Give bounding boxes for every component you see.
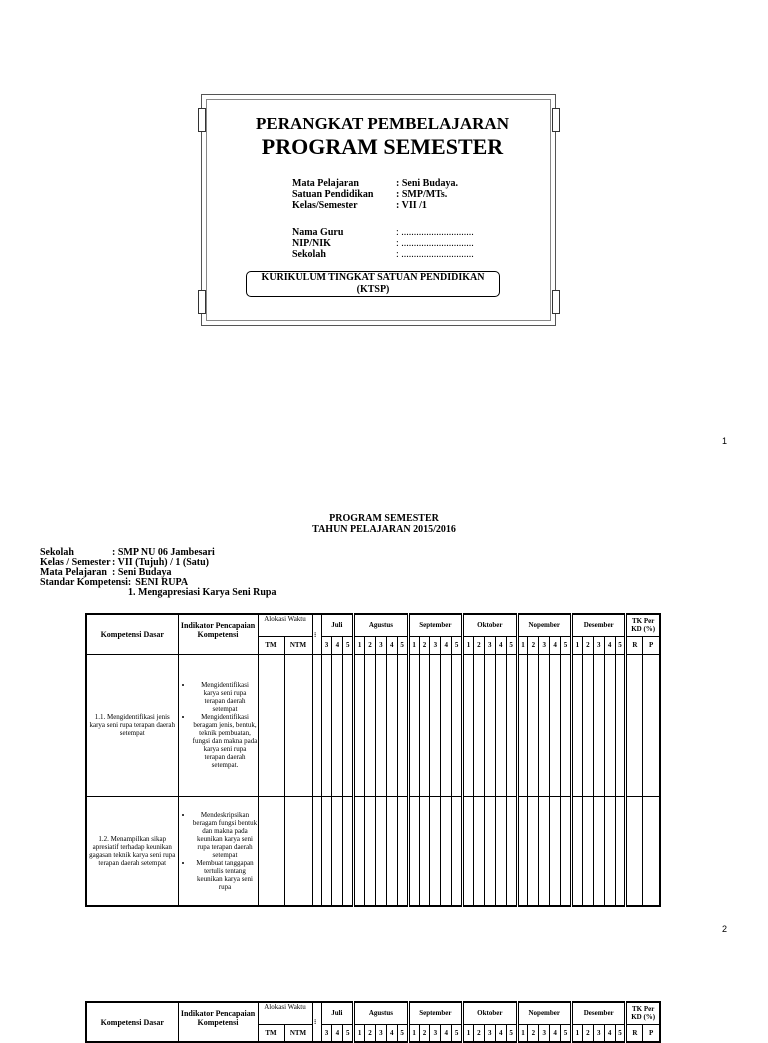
week-cell	[354, 654, 365, 796]
tk-p-cell	[643, 796, 660, 906]
week-header: 4	[332, 636, 343, 654]
header-tk: TK Per KD (%)	[626, 1002, 660, 1024]
frame-ornament	[198, 290, 206, 314]
page-number: 1	[722, 436, 728, 446]
week-header: 3	[539, 1024, 550, 1042]
tm-cell	[258, 796, 284, 906]
week-cell	[397, 654, 408, 796]
frame-ornament	[552, 290, 560, 314]
tk-p-cell	[643, 654, 660, 796]
week-cell	[397, 796, 408, 906]
tk-r-cell	[626, 796, 643, 906]
month-header: Desember	[571, 614, 625, 636]
week-cell	[528, 796, 539, 906]
header-tm: TM	[258, 636, 284, 654]
week-header: 4	[386, 1024, 397, 1042]
week-header: 3	[593, 636, 604, 654]
semester-table-2	[85, 1001, 661, 1043]
sk-item: 1. Mengapresiasi Karya Seni Rupa	[128, 587, 277, 598]
indikator-item: • Mendeskripsikan beragam fungsi bentuk dan makna pada keunikan karya seni rupa terapan daerah setempat	[193, 811, 258, 859]
week-header: 2	[365, 636, 376, 654]
week-cell	[386, 796, 397, 906]
week-header: 2	[528, 1024, 539, 1042]
ntm-cell	[284, 796, 312, 906]
field-value: : VII /1	[396, 200, 427, 211]
header-ntm: NTM	[284, 1024, 312, 1042]
doc-meta	[40, 548, 276, 598]
week-header: 4	[441, 636, 452, 654]
week-header: 3	[430, 1024, 441, 1042]
week-header: 1	[571, 1024, 582, 1042]
header-p: P	[643, 636, 660, 654]
week-cell	[517, 796, 528, 906]
week-header: 5	[615, 1024, 626, 1042]
month-header: Oktober	[463, 614, 517, 636]
week-cell	[473, 796, 484, 906]
week-cell	[517, 654, 528, 796]
curriculum-abbr: (KTSP)	[356, 284, 390, 295]
table-row	[86, 796, 660, 906]
week-cell	[571, 796, 582, 906]
week-cell	[561, 796, 572, 906]
week-cell	[593, 654, 604, 796]
week-header: 5	[452, 1024, 463, 1042]
week-header: 1	[517, 1024, 528, 1042]
week-header: 1	[408, 1024, 419, 1042]
week-cell	[506, 654, 517, 796]
header-indikator: Indikator Pencapaian Kompetensi	[178, 1002, 258, 1042]
week-cell	[365, 654, 376, 796]
week-cell	[386, 654, 397, 796]
semester-table	[85, 613, 661, 907]
week-cell	[473, 654, 484, 796]
week-header: 3	[484, 636, 495, 654]
week-header: 4	[495, 636, 506, 654]
week-cell	[571, 654, 582, 796]
month-header: Juli	[321, 614, 354, 636]
header-r: R	[626, 636, 643, 654]
meta-value: SENI RUPA	[135, 577, 189, 588]
month-header: Agustus	[354, 1002, 408, 1024]
week-cell	[343, 654, 354, 796]
header-kd: Kompetensi Dasar	[86, 1002, 178, 1042]
field-label: Nama Guru	[292, 227, 344, 238]
indikator-item: • Membuat tanggapan tertulis tentang keunikan karya seni rupa	[193, 859, 258, 891]
header-indikator: Indikator Pencapaian Kompetensi	[178, 614, 258, 654]
week-header: 4	[550, 1024, 561, 1042]
week-header: 3	[593, 1024, 604, 1042]
week-header: 5	[506, 1024, 517, 1042]
week-cell	[463, 654, 474, 796]
week-header: 2	[365, 1024, 376, 1042]
header-alokasi: Alokasi Waktu	[258, 614, 312, 636]
week-header: 5	[343, 1024, 354, 1042]
week-cell	[463, 796, 474, 906]
week-header: 1	[463, 1024, 474, 1042]
week-header: 4	[604, 636, 615, 654]
doc-title: PROGRAM SEMESTER	[329, 513, 439, 524]
sep-cell	[312, 796, 321, 906]
month-header: Desember	[571, 1002, 625, 1024]
week-cell	[441, 796, 452, 906]
week-cell	[321, 796, 332, 906]
week-header: 4	[441, 1024, 452, 1042]
week-cell	[408, 796, 419, 906]
header-tk: TK Per KD (%)	[626, 614, 660, 636]
meta-value: : Seni Budaya	[112, 567, 172, 578]
curriculum-box	[246, 271, 500, 297]
week-header: 5	[452, 636, 463, 654]
week-header: 3	[321, 636, 332, 654]
week-header: 3	[430, 636, 441, 654]
week-header: 2	[528, 636, 539, 654]
field-label: Mata Pelajaran	[292, 178, 359, 189]
field-label: Sekolah	[292, 249, 326, 260]
doc-year: TAHUN PELAJARAN 2015/2016	[312, 524, 456, 535]
week-cell	[332, 654, 343, 796]
week-cell	[430, 654, 441, 796]
week-header: 2	[473, 1024, 484, 1042]
month-header: September	[408, 614, 462, 636]
week-cell	[375, 654, 386, 796]
week-header: 1	[354, 636, 365, 654]
week-header: 4	[386, 636, 397, 654]
week-header: 1	[408, 636, 419, 654]
week-cell	[615, 654, 626, 796]
week-cell	[408, 654, 419, 796]
week-header: 2	[582, 1024, 593, 1042]
month-header: September	[408, 1002, 462, 1024]
field-value: : .............................	[396, 249, 474, 260]
kd-cell: 1.2. Menampilkan sikap apresiatif terhadap keunikan gagasan teknik karya seni rupa terapan daerah setempat	[86, 796, 178, 906]
meta-label: Kelas / Semester	[40, 557, 111, 568]
month-header: Nopember	[517, 614, 571, 636]
week-header: 4	[332, 1024, 343, 1042]
week-header: 5	[506, 636, 517, 654]
week-cell	[419, 654, 430, 796]
semester-table-1	[85, 613, 661, 907]
week-cell	[582, 796, 593, 906]
meta-label: Mata Pelajaran	[40, 567, 107, 578]
week-header: 1	[571, 636, 582, 654]
week-header: 3	[484, 1024, 495, 1042]
table-row	[86, 654, 660, 796]
week-cell	[615, 796, 626, 906]
header-p: P	[643, 1024, 660, 1042]
week-cell	[365, 796, 376, 906]
header-ntm: NTM	[284, 636, 312, 654]
week-cell	[604, 654, 615, 796]
week-header: 1	[517, 636, 528, 654]
cover-info	[292, 178, 474, 260]
week-cell	[582, 654, 593, 796]
week-cell	[506, 796, 517, 906]
week-cell	[354, 796, 365, 906]
week-header: 1	[354, 1024, 365, 1042]
field-value: : SMP/MTs.	[396, 189, 448, 200]
week-header: 5	[561, 1024, 572, 1042]
week-header: 3	[375, 1024, 386, 1042]
week-cell	[375, 796, 386, 906]
meta-label: Sekolah	[40, 547, 74, 558]
semester-table	[85, 1001, 661, 1043]
header-alokasi: Alokasi Waktu	[258, 1002, 312, 1024]
header-tm: TM	[258, 1024, 284, 1042]
meta-value: : VII (Tujuh) / 1 (Satu)	[112, 557, 209, 568]
week-header: 2	[473, 636, 484, 654]
week-cell	[452, 796, 463, 906]
meta-label: Standar Kompetensi:	[40, 577, 132, 588]
week-cell	[561, 654, 572, 796]
ntm-cell	[284, 654, 312, 796]
week-cell	[484, 796, 495, 906]
sep-cell	[312, 654, 321, 796]
week-header: 4	[604, 1024, 615, 1042]
header-separator: ...	[312, 614, 321, 654]
field-label: NIP/NIK	[292, 238, 331, 249]
week-cell	[430, 796, 441, 906]
week-header: 2	[419, 1024, 430, 1042]
field-label: Kelas/Semester	[292, 200, 358, 211]
week-header: 5	[343, 636, 354, 654]
week-cell	[419, 796, 430, 906]
week-cell	[604, 796, 615, 906]
week-header: 5	[397, 636, 408, 654]
tm-cell	[258, 654, 284, 796]
week-header: 5	[561, 636, 572, 654]
week-cell	[495, 654, 506, 796]
week-cell	[539, 654, 550, 796]
meta-value: : SMP NU 06 Jambesari	[112, 547, 215, 558]
indikator-cell	[178, 796, 258, 906]
week-cell	[332, 796, 343, 906]
week-header: 5	[615, 636, 626, 654]
week-header: 4	[550, 636, 561, 654]
month-header: Nopember	[517, 1002, 571, 1024]
week-cell	[452, 654, 463, 796]
page-number: 2	[722, 924, 728, 934]
week-cell	[321, 654, 332, 796]
header-r: R	[626, 1024, 643, 1042]
week-cell	[441, 654, 452, 796]
week-cell	[550, 654, 561, 796]
week-cell	[484, 654, 495, 796]
indikator-item: • Mengidentifikasi beragam jenis, bentuk, teknik pembuatan, fungsi dan makna pada karya seni rupa terapan daerah setempat.	[193, 713, 258, 769]
month-header: Juli	[321, 1002, 354, 1024]
cover-title: PERANGKAT PEMBELAJARAN	[256, 114, 509, 133]
week-header: 4	[495, 1024, 506, 1042]
week-cell	[539, 796, 550, 906]
field-value: : .............................	[396, 238, 474, 249]
week-header: 3	[375, 636, 386, 654]
week-cell	[528, 654, 539, 796]
indikator-item: • Mengidentifikasi karya seni rupa terapan daerah setempat	[193, 681, 258, 713]
header-separator: ...	[312, 1002, 321, 1042]
cover-subtitle: PROGRAM SEMESTER	[261, 134, 504, 159]
month-header: Oktober	[463, 1002, 517, 1024]
week-cell	[593, 796, 604, 906]
week-header: 2	[582, 636, 593, 654]
week-cell	[343, 796, 354, 906]
week-header: 2	[419, 636, 430, 654]
week-cell	[550, 796, 561, 906]
field-value: : .............................	[396, 227, 474, 238]
week-header: 1	[463, 636, 474, 654]
indikator-cell	[178, 654, 258, 796]
field-label: Satuan Pendidikan	[292, 189, 374, 200]
tk-r-cell	[626, 654, 643, 796]
curriculum-label: KURIKULUM TINGKAT SATUAN PENDIDIKAN	[261, 272, 485, 283]
field-value: : Seni Budaya.	[396, 178, 458, 189]
week-header: 5	[397, 1024, 408, 1042]
kd-cell: 1.1. Mengidentifikasi jenis karya seni rupa terapan daerah setempat	[86, 654, 178, 796]
header-kd: Kompetensi Dasar	[86, 614, 178, 654]
month-header: Agustus	[354, 614, 408, 636]
week-cell	[495, 796, 506, 906]
week-header: 3	[539, 636, 550, 654]
week-header: 3	[321, 1024, 332, 1042]
